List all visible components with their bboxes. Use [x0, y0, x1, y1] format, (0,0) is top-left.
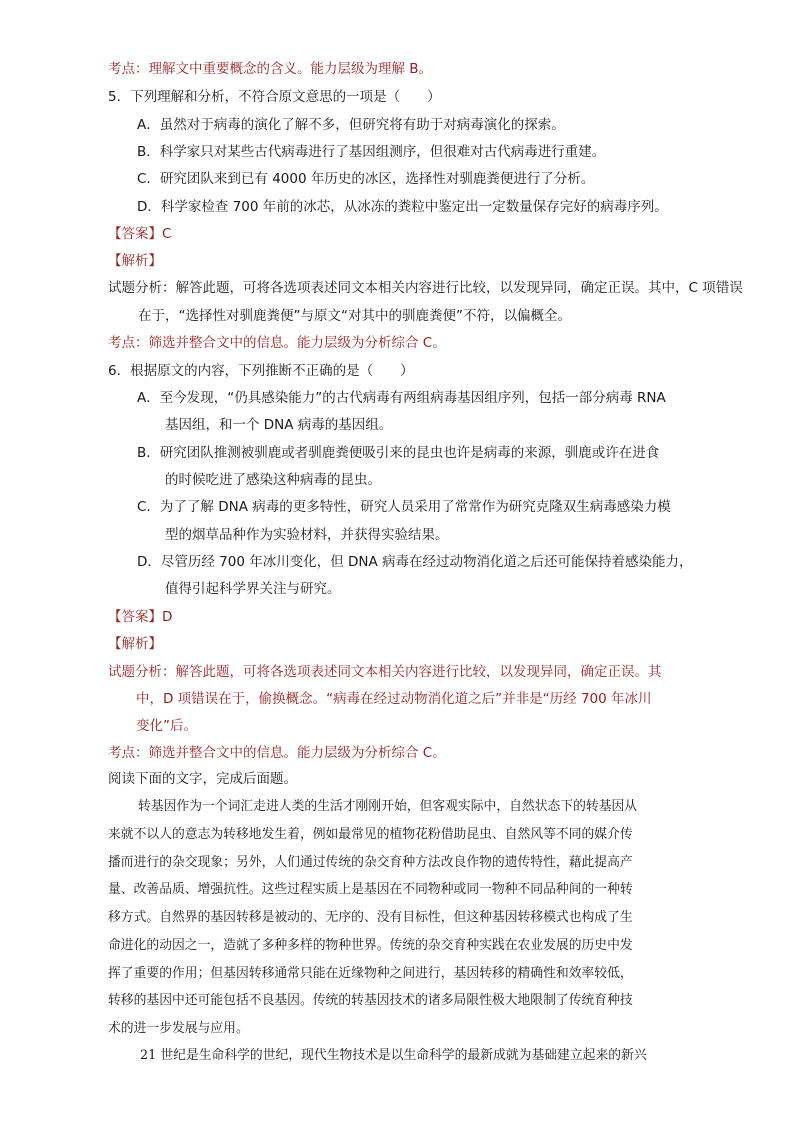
q6-analysis-line-3: 变化”后。 — [136, 718, 197, 734]
exam-point-6: 考点：筛选并整合文中的信息。能力层级为分析综合 C。 — [108, 745, 446, 761]
passage-line-5: 移方式。自然界的基因转移是被动的、无序的、没有目标性，但这种基因转移模式也构成了生 — [108, 910, 633, 925]
passage-line-4: 量、改善品质、增强抗性。这些过程实质上是基因在不同物种或同一物种不同品种间的一种转 — [108, 882, 633, 897]
q5-option-c: C．研究团队来到已有 4000 年历史的冰区，选择性对驯鹿粪便进行了分析。 — [137, 171, 595, 187]
passage-line-2: 来就不以人的意志为转移地发生着，例如最常见的植物花粉借助昆虫、自然风等不同的媒介传 — [108, 827, 633, 842]
q5-answer: 【答案】C — [108, 226, 172, 242]
q6-option-b-line-1: B．研究团队推测被驯鹿或者驯鹿粪便吸引来的昆虫也许是病毒的来源，驯鹿或许在进食 — [137, 445, 660, 461]
q6-option-d-line-1: D．尽管历经 700 年冰川变化，但 DNA 病毒在经过动物消化道之后还可能保持着感染能力， — [137, 554, 693, 570]
q5-option-d: D．科学家检查 700 年前的冰芯，从冰冻的粪粒中鉴定出一定数量保存完好的病毒序列。 — [137, 199, 668, 215]
passage-line-1: 转基因作为一个词汇走进人类的生活才刚刚开始，但客观实际中，自然状态下的转基因从 — [138, 799, 638, 814]
question-6-stem: 6．根据原文的内容，下列推断不正确的是（ ） — [108, 363, 414, 379]
exam-point-4: 考点：理解文中重要概念的含义。能力层级为理解 B。 — [108, 61, 433, 77]
q5-analysis-line-2: 在于，“选择性对驯鹿粪便”与原文“对其中的驯鹿粪便”不符，以偏概全。 — [138, 308, 571, 324]
q6-answer: 【答案】D — [108, 609, 173, 625]
reading-instruction: 阅读下面的文字，完成后面题。 — [108, 771, 297, 787]
passage-line-10: 21 世纪是生命科学的世纪，现代生物技术是以生命科学的最新成就为基础建立起来的新兴 — [140, 1048, 647, 1063]
passage-line-3: 播而进行的杂交现象；另外，人们通过传统的杂交育种方法改良作物的遗传特性，藉此提高产 — [108, 855, 633, 870]
q5-option-a: A．虽然对于病毒的演化了解不多，但研究将有助于对病毒演化的探索。 — [137, 117, 565, 133]
passage-line-8: 转移的基因中还可能包括不良基因。传统的转基因技术的诸多局限性极大地限制了传统育种技 — [108, 993, 633, 1008]
q5-analysis-heading: 【解析】 — [108, 253, 162, 269]
exam-point-5: 考点：筛选并整合文中的信息。能力层级为分析综合 C。 — [108, 335, 446, 351]
q6-option-a-line-1: A．至今发现，“仍具感染能力”的古代病毒有两组病毒基因组序列，包括一部分病毒 RNA — [137, 390, 666, 406]
q6-analysis-line-1: 试题分析：解答此题，可将各选项表述同文本相关内容进行比较，以发现异同，确定正误。其 — [108, 664, 662, 680]
q6-option-b-line-2: 的时候吃进了感染这种病毒的昆虫。 — [165, 472, 381, 488]
q6-option-a-line-2: 基因组，和一个 DNA 病毒的基因组。 — [165, 417, 393, 433]
passage-line-9: 术的进一步发展与应用。 — [108, 1021, 249, 1036]
q6-option-d-line-2: 值得引起科学界关注与研究。 — [165, 581, 341, 597]
q5-analysis-line-1: 试题分析：解答此题，可将各选项表述同文本相关内容进行比较，以发现异同，确定正误。其中，C 项错误 — [108, 280, 743, 296]
q6-analysis-line-2: 中，D 项错误在于，偷换概念。“病毒在经过动物消化道之后”并非是“历经 700 年冰川 — [136, 691, 652, 707]
q6-analysis-heading: 【解析】 — [108, 636, 162, 652]
question-5-stem: 5．下列理解和分析，不符合原文意思的一项是（ ） — [108, 89, 441, 105]
q6-option-c-line-1: C．为了了解 DNA 病毒的更多特性，研究人员采用了常常作为研究克隆双生病毒感染力模 — [137, 499, 671, 515]
q6-option-c-line-2: 型的烟草品种作为实验材料，并获得实验结果。 — [165, 527, 449, 543]
q5-option-b: B．科学家只对某些古代病毒进行了基因组测序，但很难对古代病毒进行重建。 — [137, 144, 606, 160]
passage-line-6: 命进化的动因之一，造就了多种多样的物种世界。传统的杂交育种实践在农业发展的历史中发 — [108, 938, 633, 953]
passage-line-7: 挥了重要的作用；但基因转移通常只能在近缘物种之间进行，基因转移的精确性和效率较低， — [108, 966, 633, 981]
